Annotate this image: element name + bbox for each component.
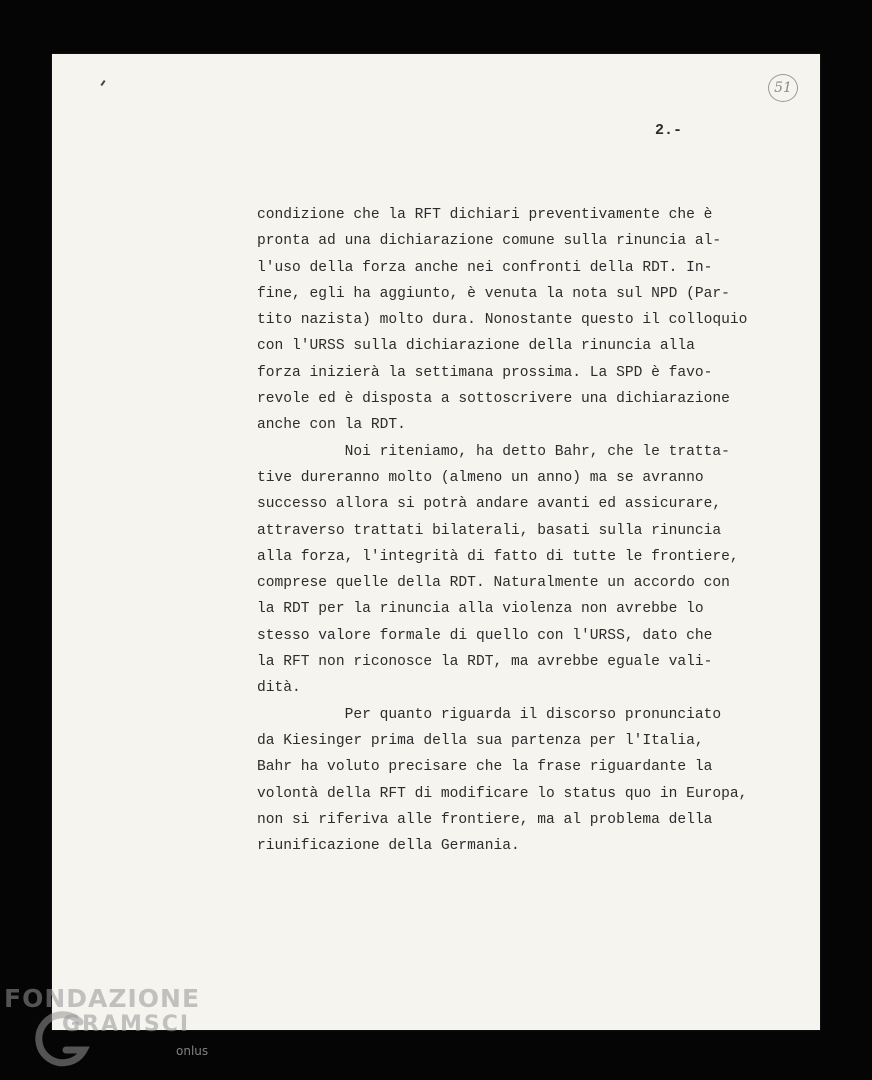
text-line: Bahr ha voluto precisare che la frase riguardante la bbox=[257, 759, 713, 776]
text-line: non si riferiva alle frontiere, ma al problema della bbox=[257, 811, 713, 828]
text-line: stesso valore formale di quello con l'URSS, dato che bbox=[257, 627, 713, 644]
pen-mark bbox=[100, 80, 105, 86]
text-line: alla forza, l'integrità di fatto di tutte le frontiere, bbox=[257, 548, 739, 565]
text-line: dità. bbox=[257, 680, 301, 697]
text-line: Per quanto riguarda il discorso pronunciato bbox=[257, 706, 722, 723]
watermark-line-2: GRAMSCI bbox=[62, 1012, 191, 1037]
fondazione-gramsci-watermark bbox=[4, 984, 244, 1076]
text-line: l'uso della forza anche nei confronti della RDT. In- bbox=[257, 259, 713, 276]
text-line: forza inizierà la settimana prossima. La SPD è favo- bbox=[257, 364, 713, 381]
text-line: comprese quelle della RDT. Naturalmente un accordo con bbox=[257, 575, 730, 592]
watermark-line-1: FONDAZIONE bbox=[4, 984, 201, 1013]
document-page bbox=[52, 54, 820, 1030]
text-line: la RFT non riconosce la RDT, ma avrebbe eguale vali- bbox=[257, 654, 713, 671]
folio-stamp: 51 bbox=[768, 74, 798, 102]
text-line: con l'URSS sulla dichiarazione della rinuncia alla bbox=[257, 338, 695, 355]
text-line: attraverso trattati bilaterali, basati sulla rinuncia bbox=[257, 522, 722, 539]
text-line: tito nazista) molto dura. Nonostante questo il colloquio bbox=[257, 312, 748, 329]
text-line: revole ed è disposta a sottoscrivere una dichiarazione bbox=[257, 391, 730, 408]
page-number: 2.- bbox=[655, 122, 683, 139]
typed-body-text bbox=[257, 202, 777, 859]
text-line: riunificazione della Germania. bbox=[257, 838, 520, 855]
text-line: anche con la RDT. bbox=[257, 417, 406, 434]
text-line: la RDT per la rinuncia alla violenza non avrebbe lo bbox=[257, 601, 704, 618]
text-line: Noi riteniamo, ha detto Bahr, che le tratta- bbox=[257, 443, 730, 460]
text-line: fine, egli ha aggiunto, è venuta la nota sul NPD (Par- bbox=[257, 285, 730, 302]
text-line: successo allora si potrà andare avanti ed assicurare, bbox=[257, 496, 722, 513]
text-line: condizione che la RFT dichiari preventivamente che è bbox=[257, 207, 713, 223]
text-line: volontà della RFT di modificare lo status quo in Europa, bbox=[257, 785, 748, 802]
watermark-line-3: onlus bbox=[176, 1044, 209, 1058]
text-line: pronta ad una dichiarazione comune sulla rinuncia al- bbox=[257, 233, 722, 250]
text-line: da Kiesinger prima della sua partenza per l'Italia, bbox=[257, 732, 704, 749]
text-line: tive dureranno molto (almeno un anno) ma se avranno bbox=[257, 469, 704, 486]
